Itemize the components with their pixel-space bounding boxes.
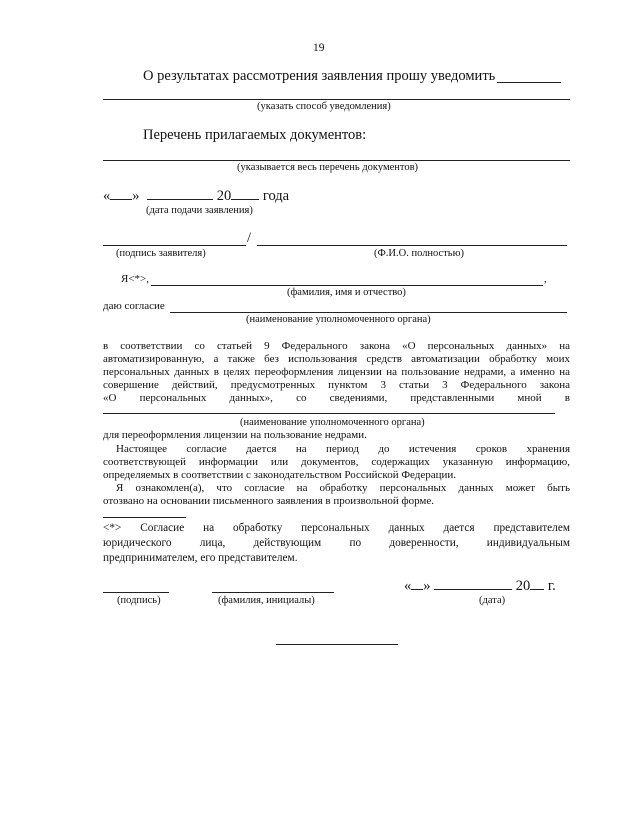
validity-line-1: Настоящее согласие дается на период до истечения сроков хранения bbox=[116, 443, 570, 455]
bottom-date-year-prefix: 20 bbox=[515, 578, 531, 594]
revoke-line-2: отозвано на основании письменного заявления в произвольной форме. bbox=[103, 495, 435, 507]
bottom-date-year-blank[interactable] bbox=[530, 577, 544, 590]
notify-blank[interactable] bbox=[497, 82, 561, 83]
bottom-signature-line[interactable] bbox=[103, 592, 169, 593]
signature-slash: / bbox=[247, 230, 252, 246]
revoke-line-1: Я ознакомлен(а), что согласие на обработку персональных данных может быть bbox=[116, 482, 570, 494]
footnote-separator bbox=[103, 517, 186, 518]
footnote-line-2: юридического лица, действующим по доверенности, индивидуальным bbox=[103, 537, 570, 549]
consent-org-hint: (наименование уполномоченного органа) bbox=[246, 314, 431, 325]
bottom-date-day-blank[interactable] bbox=[411, 577, 423, 590]
consent-line-3: персональных данных в целях переоформления лицензии на пользование недрами, а именно на bbox=[103, 366, 570, 378]
validity-line-2: соответствующей информации или документов, содержащих указанную информацию, bbox=[103, 456, 570, 468]
bottom-date-quote-close: » bbox=[423, 578, 431, 594]
bottom-date-hint: (дата) bbox=[479, 595, 506, 606]
consent-org-line[interactable] bbox=[170, 312, 567, 313]
date-hint: (дата подачи заявления) bbox=[146, 205, 253, 216]
consent-org-line-2[interactable] bbox=[103, 413, 555, 414]
date-month-blank[interactable] bbox=[147, 187, 213, 200]
fio-hint: (Ф.И.О. полностью) bbox=[374, 248, 464, 259]
footnote-line-1: <*> Согласие на обработку персональных данных дается представителем bbox=[103, 522, 570, 534]
documents-hint: (указывается весь перечень документов) bbox=[237, 162, 419, 173]
consent-line-4: совершение действий, предусмотренных пунктом 3 статьи 3 Федерального закона bbox=[103, 379, 570, 391]
notify-hint: (указать способ уведомления) bbox=[257, 101, 391, 112]
date-year-blank[interactable] bbox=[231, 187, 259, 200]
notify-method-line[interactable] bbox=[103, 99, 570, 100]
date-row bbox=[103, 187, 289, 205]
consent-line-5: «О персональных данных», со сведениями, представленными мной в bbox=[103, 392, 570, 404]
bottom-signature-hint: (подпись) bbox=[117, 595, 161, 606]
date-year-suffix: года bbox=[262, 188, 290, 204]
date-quote-open: « bbox=[103, 188, 111, 204]
consent-fio-hint: (фамилия, имя и отчество) bbox=[287, 287, 406, 298]
fio-line[interactable] bbox=[257, 245, 567, 246]
bottom-date-row bbox=[404, 577, 556, 595]
validity-line-3: определяемых в соответствии с законодательством Российской Федерации. bbox=[103, 469, 457, 481]
consent-comma: , bbox=[544, 273, 547, 285]
bottom-date-quote-open: « bbox=[404, 578, 412, 594]
documents-heading: Перечень прилагаемых документов: bbox=[143, 127, 367, 143]
footnote-line-3: предпринимателем, его представителем. bbox=[103, 552, 298, 564]
consent-purpose: для переоформления лицензии на пользование недрами. bbox=[103, 429, 367, 441]
bottom-date-month-blank[interactable] bbox=[434, 577, 512, 590]
documents-line[interactable] bbox=[103, 160, 570, 161]
signature-hint: (подпись заявителя) bbox=[116, 248, 206, 259]
bottom-name-line[interactable] bbox=[212, 592, 334, 593]
notify-text: О результатах рассмотрения заявления прошу уведомить bbox=[143, 68, 496, 84]
consent-fio-line[interactable] bbox=[151, 285, 543, 286]
consent-line-1: в соответствии со статьей 9 Федерального закона «О персональных данных» на bbox=[103, 340, 570, 352]
date-quote-close: » bbox=[132, 188, 140, 204]
consent-org-hint-2: (наименование уполномоченного органа) bbox=[240, 417, 425, 428]
date-day-blank[interactable] bbox=[110, 187, 132, 200]
signature-line[interactable] bbox=[103, 245, 246, 246]
bottom-name-hint: (фамилия, инициалы) bbox=[218, 595, 315, 606]
page-number: 19 bbox=[313, 42, 325, 54]
bottom-date-year-suffix: г. bbox=[547, 578, 556, 594]
consent-ya: Я<*>, bbox=[121, 273, 149, 285]
closing-rule bbox=[276, 644, 398, 645]
date-year-prefix: 20 bbox=[216, 188, 232, 204]
consent-line-2: автоматизированную, а также без использования средств автоматизации обработку моих bbox=[103, 353, 570, 365]
consent-give: даю согласие bbox=[103, 300, 165, 312]
